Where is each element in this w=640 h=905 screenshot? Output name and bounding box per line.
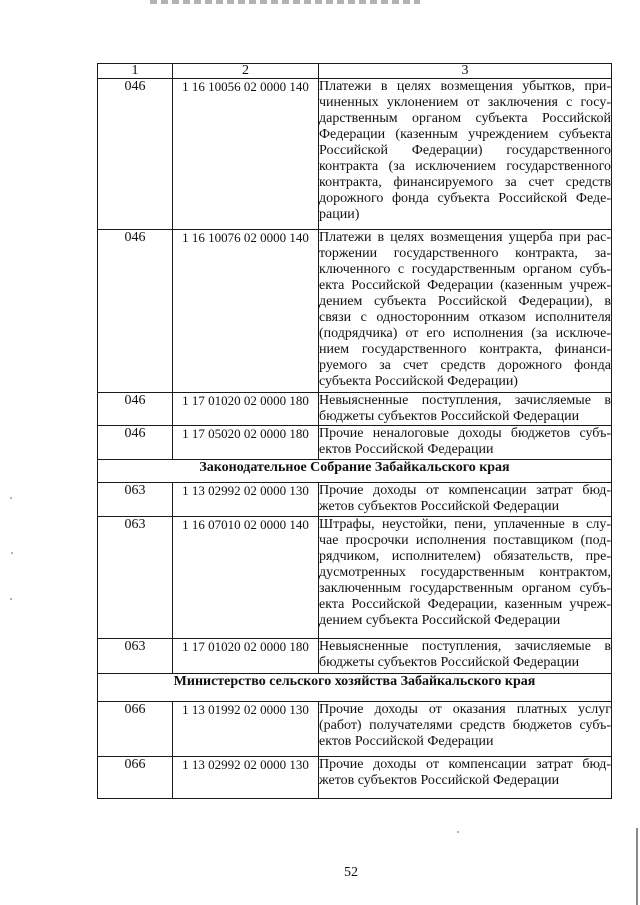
description-line: Прочие неналоговые доходы бюджетов субъ- <box>319 426 611 441</box>
description-line: дением субъекта Российской Федерации), в <box>319 294 611 309</box>
scan-artifact-top <box>150 0 420 4</box>
description-line: екта Российской Федерации (казенным учреж- <box>319 278 611 293</box>
scan-speck <box>11 552 13 554</box>
scan-artifact-edge <box>636 828 638 905</box>
description-line: екта Российской Федерации, казенным учреж- <box>319 597 611 612</box>
table-row <box>98 230 612 393</box>
description-cell <box>319 702 612 757</box>
description-line: чае просрочки исполнения поставщиком (под- <box>319 533 611 548</box>
kbk-code-cell: 1 13 02992 02 0000 130 <box>173 757 319 799</box>
table-row <box>98 79 612 230</box>
description-line: ключенного с государственным органом субъ- <box>319 262 611 277</box>
kbk-code-cell: 1 17 01020 02 0000 180 <box>173 639 319 674</box>
description-line: дарственным органом субъекта Российской <box>319 111 611 126</box>
table-row <box>98 517 612 639</box>
description-cell <box>319 757 612 799</box>
table-row <box>98 483 612 517</box>
table-header-row <box>98 64 612 79</box>
admin-code-cell: 063 <box>98 483 173 517</box>
section-title: Законодательное Собрание Забайкальского края <box>98 460 612 483</box>
description-line: Штрафы, неустойки, пени, уплаченные в слу- <box>319 517 611 532</box>
table-row <box>98 702 612 757</box>
admin-code-cell: 046 <box>98 426 173 460</box>
description-line: Прочие доходы от компенсации затрат бюд- <box>319 483 611 498</box>
kbk-code-cell: 1 17 01020 02 0000 180 <box>173 393 319 426</box>
description-line: Невыясненные поступления, зачисляемые в <box>319 393 611 408</box>
description-cell <box>319 517 612 639</box>
description-line: бюджеты субъектов Российской Федерации <box>319 409 580 424</box>
description-line: ектов Российской Федерации <box>319 734 494 749</box>
description-cell <box>319 483 612 517</box>
section-title: Министерство сельского хозяйства Забайкальского края <box>98 674 612 702</box>
description-line: ектов Российской Федерации <box>319 442 494 457</box>
description-line: Российской Федерации) государственного <box>319 143 611 158</box>
revenue-codes-table <box>97 63 612 799</box>
kbk-code-cell: 1 16 10076 02 0000 140 <box>173 230 319 393</box>
description-line: дусмотренных государственным контрактом, <box>319 565 611 580</box>
table-row <box>98 393 612 426</box>
description-line: Прочие доходы от оказания платных услуг <box>319 702 611 717</box>
description-line: нием государственного контракта, финанси- <box>319 342 611 357</box>
section-header-row <box>98 460 612 483</box>
description-line: Прочие доходы от компенсации затрат бюд- <box>319 757 611 772</box>
description-line: руемого за счет средств дорожного фонда <box>319 358 611 373</box>
description-cell <box>319 79 612 230</box>
description-line: дорожного фонда субъекта Российской Феде- <box>319 191 611 206</box>
scan-speck <box>10 497 12 499</box>
description-line: рядчиком, исполнителем) обязательств, пре- <box>319 549 611 564</box>
description-line: чиненных уклонением от заключения с госу- <box>319 95 611 110</box>
description-line: связи с односторонним отказом исполнителя <box>319 310 611 325</box>
kbk-code-cell: 1 16 10056 02 0000 140 <box>173 79 319 230</box>
admin-code-cell: 063 <box>98 517 173 639</box>
admin-code-cell: 046 <box>98 230 173 393</box>
kbk-code-cell: 1 16 07010 02 0000 140 <box>173 517 319 639</box>
description-line: Платежи в целях возмещения ущерба при рас- <box>319 230 611 245</box>
table-row <box>98 426 612 460</box>
description-cell <box>319 393 612 426</box>
description-line: субъекта Российской Федерации) <box>319 374 518 389</box>
admin-code-cell: 046 <box>98 79 173 230</box>
kbk-code-cell: 1 13 02992 02 0000 130 <box>173 483 319 517</box>
column-number-3: 3 <box>319 64 612 79</box>
description-line: Невыясненные поступления, зачисляемые в <box>319 639 611 654</box>
description-line: бюджеты субъектов Российской Федерации <box>319 655 580 670</box>
description-cell <box>319 426 612 460</box>
description-line: (подрядчика) от его исполнения (за исключе- <box>319 326 611 341</box>
kbk-code-cell: 1 17 05020 02 0000 180 <box>173 426 319 460</box>
section-header-row <box>98 674 612 702</box>
description-cell <box>319 639 612 674</box>
admin-code-cell: 066 <box>98 702 173 757</box>
admin-code-cell: 063 <box>98 639 173 674</box>
admin-code-cell: 046 <box>98 393 173 426</box>
description-line: контракта (за исключением государственного <box>319 159 611 174</box>
description-line: (работ) получателями средств бюджетов субъ- <box>319 718 611 733</box>
description-line: жетов субъектов Российской Федерации <box>319 773 560 788</box>
description-line: контракта, финансируемого за счет средств <box>319 175 611 190</box>
description-line: жетов субъектов Российской Федерации <box>319 499 560 514</box>
description-cell <box>319 230 612 393</box>
table-row <box>98 639 612 674</box>
description-line: Платежи в целях возмещения убытков, при- <box>319 79 611 94</box>
scan-speck <box>457 831 459 833</box>
description-line: дением субъекта Российской Федерации <box>319 613 561 628</box>
description-line: рации) <box>319 207 360 222</box>
description-line: заключенным государственным органом субъ- <box>319 581 611 596</box>
table-row <box>98 757 612 799</box>
admin-code-cell: 066 <box>98 757 173 799</box>
description-line: торжении государственного контракта, за- <box>319 246 611 261</box>
kbk-code-cell: 1 13 01992 02 0000 130 <box>173 702 319 757</box>
description-line: Федерации (казенным учреждением субъекта <box>319 127 611 142</box>
column-number-2: 2 <box>173 64 319 79</box>
scan-speck <box>10 598 12 600</box>
column-number-1: 1 <box>98 64 173 79</box>
page-number: 52 <box>344 865 358 880</box>
